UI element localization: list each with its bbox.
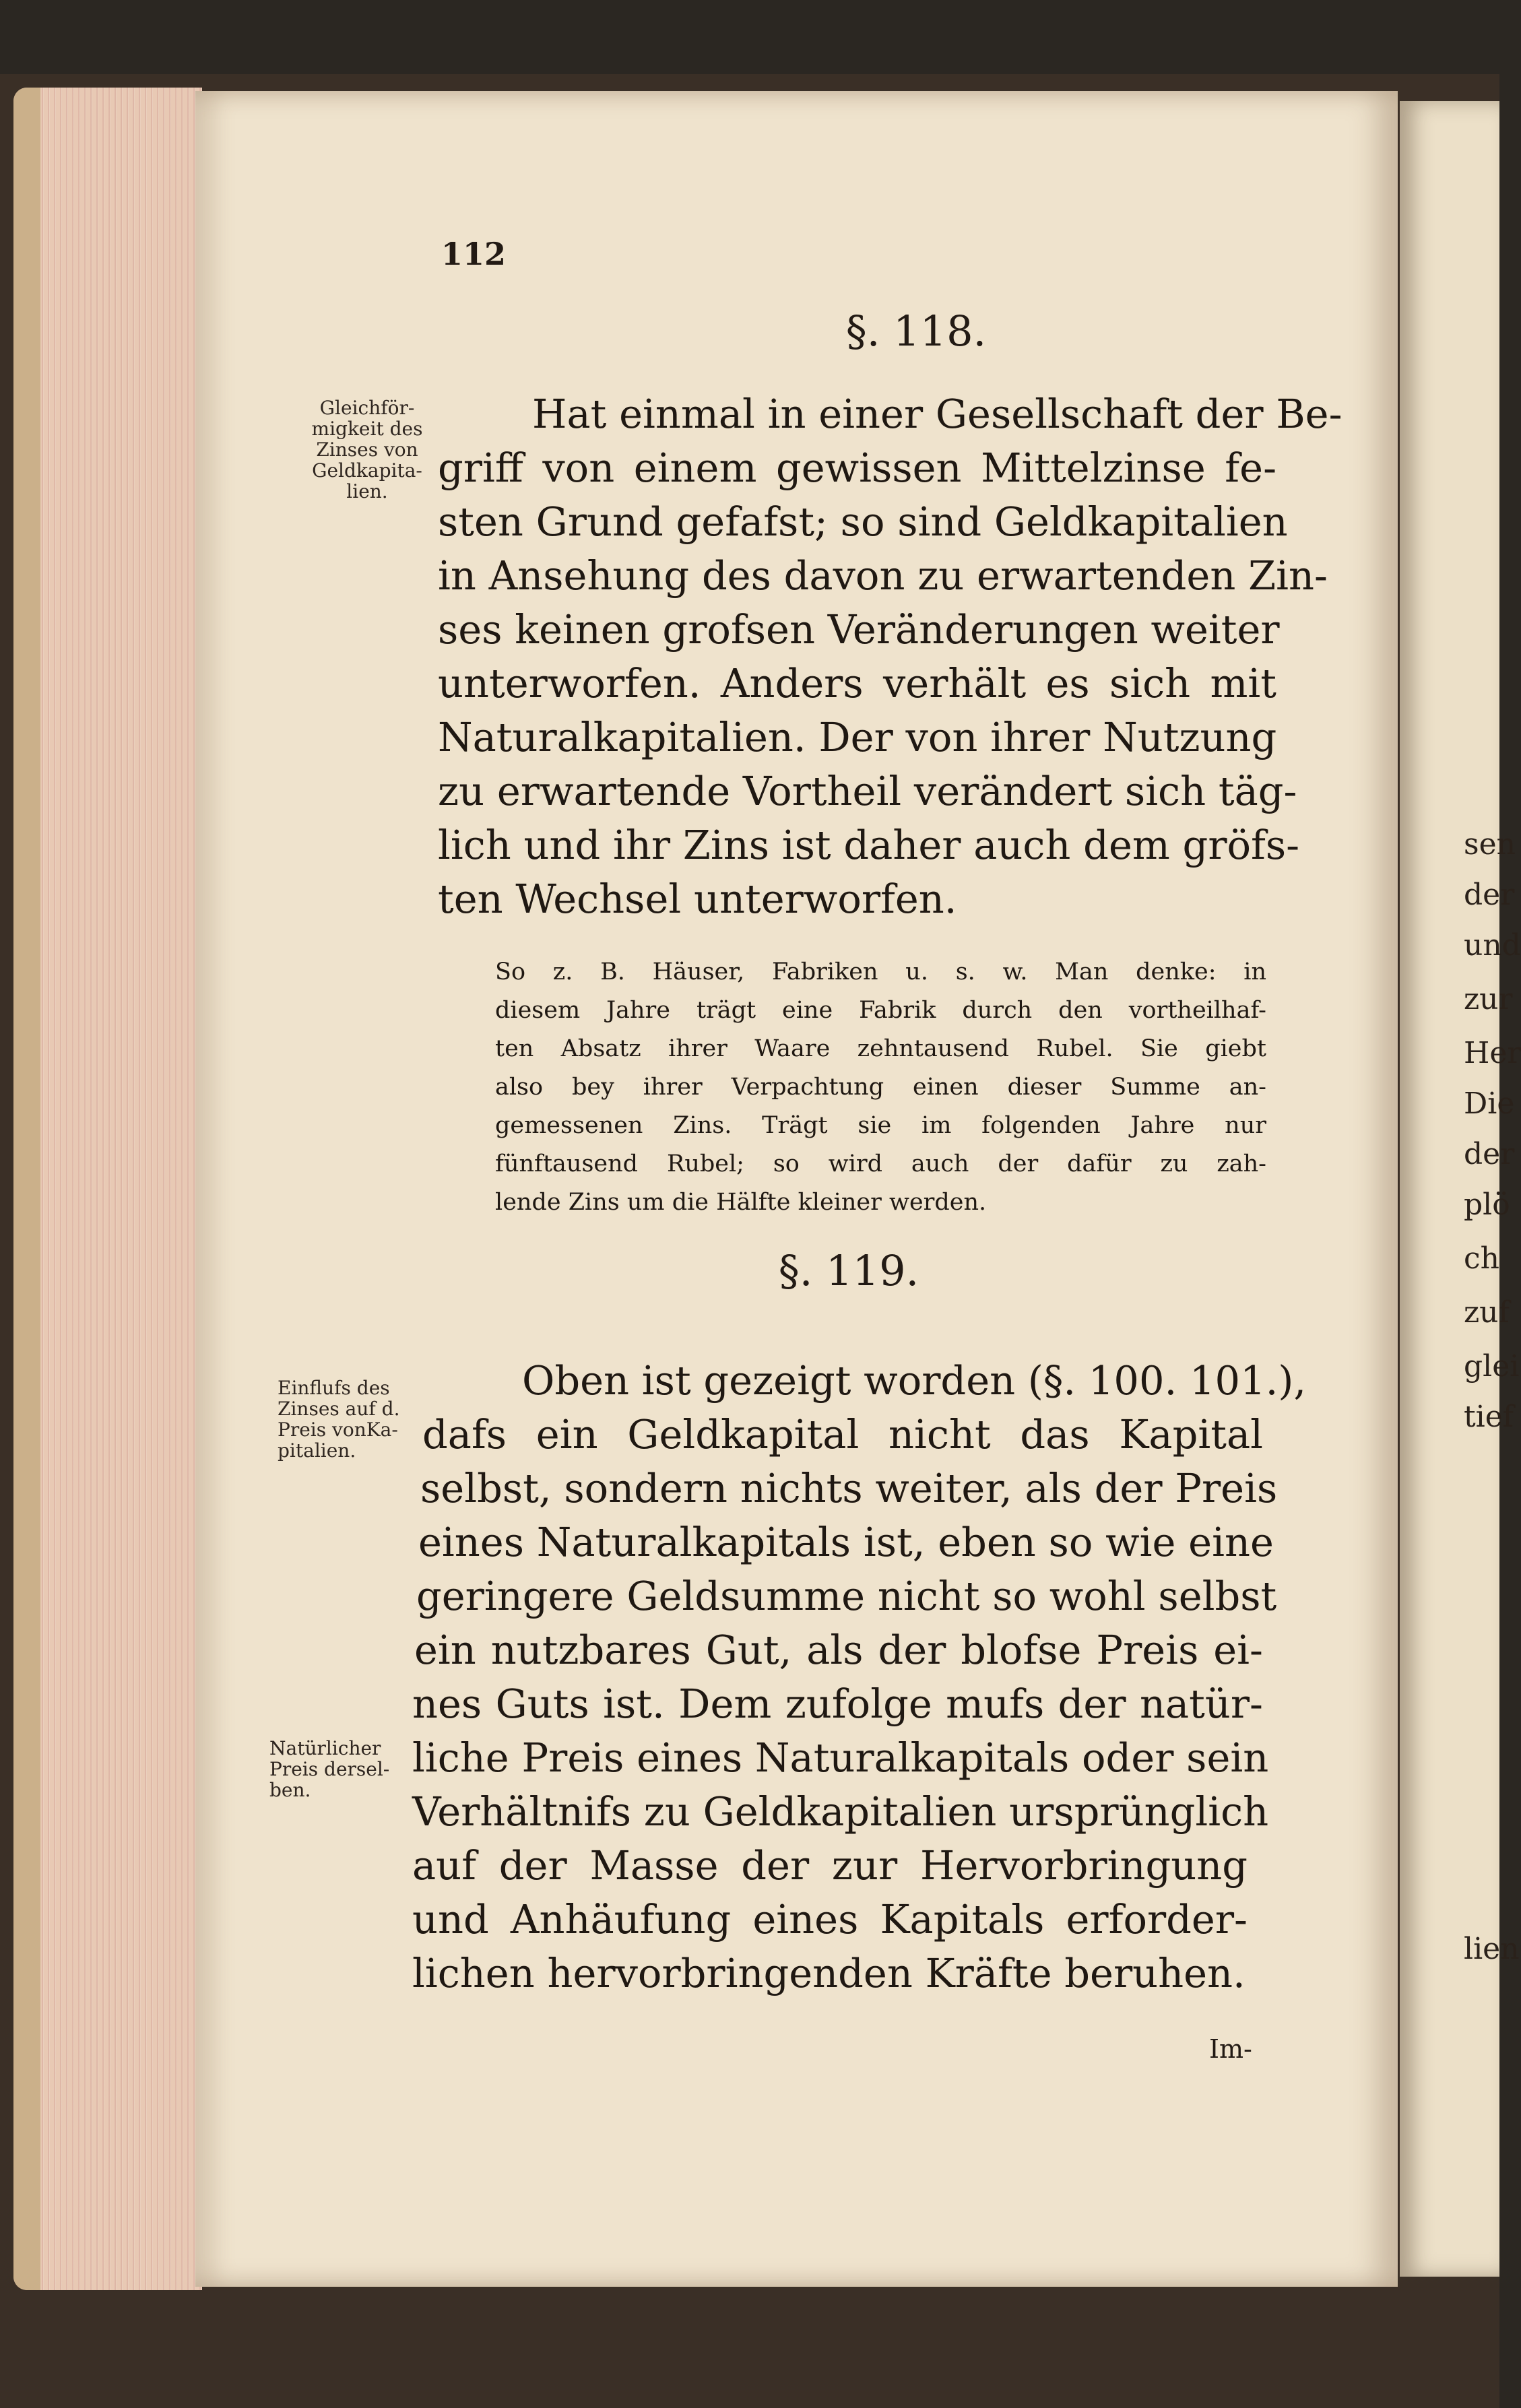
section-118-text-line: zu erwartende Vortheil verändert sich täg- [438,768,1297,814]
facing-page-fragment: und [1464,928,1521,963]
section-119-text-line: Oben ist gezeigt worden (§. 100. 101.), [522,1357,1307,1404]
margin-note-line: pitalien. [278,1439,356,1462]
margin-note-line: Natürlicher [269,1737,381,1759]
facing-page-fragment: der [1464,878,1515,912]
margin-note-line: ben. [269,1779,311,1801]
section-119-text-line: lichen hervorbringenden Kräfte beruhen. [412,1950,1245,1996]
footnote-line: fünftausend Rubel; so wird auch der dafür zu zah- [495,1150,1266,1177]
section-119-text-line: ein nutzbares Gut, als der blofse Preis ei- [414,1627,1263,1673]
section-119-text-line: Verhältnifs zu Geldkapitalien ursprünglich [412,1788,1269,1835]
section-119-text-line: geringere Geldsumme nicht so wohl selbst [416,1573,1277,1619]
section-118-text-line: Hat einmal in einer Gesellschaft der Be- [532,391,1342,437]
section-119-text-line: dafs ein Geldkapital nicht das Kapital [422,1411,1263,1458]
section-119-text-line: liche Preis eines Naturalkapitals oder sein [412,1734,1269,1781]
footnote-line: gemessenen Zins. Trägt sie im folgenden Jahre nur [495,1112,1266,1139]
section-119-text-line: auf der Masse der zur Hervorbringung [412,1842,1248,1889]
margin-note-line: Geldkapita- [312,459,422,482]
footnote-line: lende Zins um die Hälfte kleiner werden. [495,1189,987,1216]
section-118-text-line: in Ansehung des davon zu erwartenden Zin- [438,552,1328,599]
facing-page-fragment: plö [1464,1187,1510,1222]
section-118-text-line: Naturalkapitalien. Der von ihrer Nutzung [438,714,1277,760]
facing-page-fragment: tief [1464,1400,1514,1434]
margin-note-line: Einflufs des [278,1377,390,1399]
margin-note-118 [296,397,438,502]
facing-page-fragment: sen [1464,827,1516,861]
section-118-text-line: lich und ihr Zins ist daher auch dem gröfs- [438,822,1300,868]
section-118-text-line: sten Grund gefafst; so sind Geldkapitalien [438,498,1288,545]
footnote-line: ten Absatz ihrer Waare zehntausend Rubel. Sie giebt [495,1035,1266,1062]
section-118-text-line: griff von einem gewissen Mittelzinse fe- [438,445,1276,491]
facing-page-fragment: der [1464,1137,1515,1171]
facing-page-fragment: ch [1464,1241,1499,1276]
margin-note-119-b [269,1738,424,1800]
section-119-text-line: nes Guts ist. Dem zufolge mufs der natür- [412,1681,1263,1727]
section-118-heading: §. 118. [845,306,987,356]
facing-page-fragment: zur [1464,982,1513,1016]
footnote-line: also bey ihrer Verpachtung einen dieser Summe an- [495,1074,1266,1101]
margin-note-line: Gleichför- [319,397,415,419]
margin-note-line: Preis vonKa- [278,1419,398,1441]
page-number: 112 [441,236,507,272]
page-edges [13,88,202,2290]
margin-note-line: Zinses auf d. [278,1398,400,1420]
margin-note-line: Zinses von [316,438,418,461]
margin-note-line: migkeit des [311,418,423,440]
footnote-line: So z. B. Häuser, Fabriken u. s. w. Man denke: in [495,958,1266,985]
section-119-text-line: und Anhäufung eines Kapitals erforder- [412,1896,1248,1943]
section-118-text-line: unterworfen. Anders verhält es sich mit [438,660,1276,707]
section-118-text-line: ses keinen grofsen Veränderungen weiter [438,606,1280,653]
section-119-text-line: eines Naturalkapitals ist, eben so wie eine [418,1519,1274,1565]
facing-page [1400,101,1521,2277]
facing-page-fragment: Die [1464,1086,1515,1121]
section-119-heading: §. 119. [778,1246,919,1295]
facing-page-fragment: glei [1464,1349,1520,1384]
facing-page-fragment: lien [1464,1932,1520,1966]
footnote-line: diesem Jahre trägt eine Fabrik durch den vortheilhaf- [495,997,1266,1024]
margin-note-line: Preis dersel- [269,1758,390,1780]
facing-page-fragment: zuf [1464,1295,1510,1330]
section-119-text-line: selbst, sondern nichts weiter, als der Preis [420,1465,1278,1511]
section-118-text-line: ten Wechsel unterworfen. [438,876,957,922]
margin-note-119-a [278,1377,432,1461]
margin-note-line: lien. [346,480,388,502]
page-edge-shadow [13,88,40,2290]
facing-page-fragment: Her [1464,1036,1521,1070]
catchword: Im- [1209,2034,1252,2064]
